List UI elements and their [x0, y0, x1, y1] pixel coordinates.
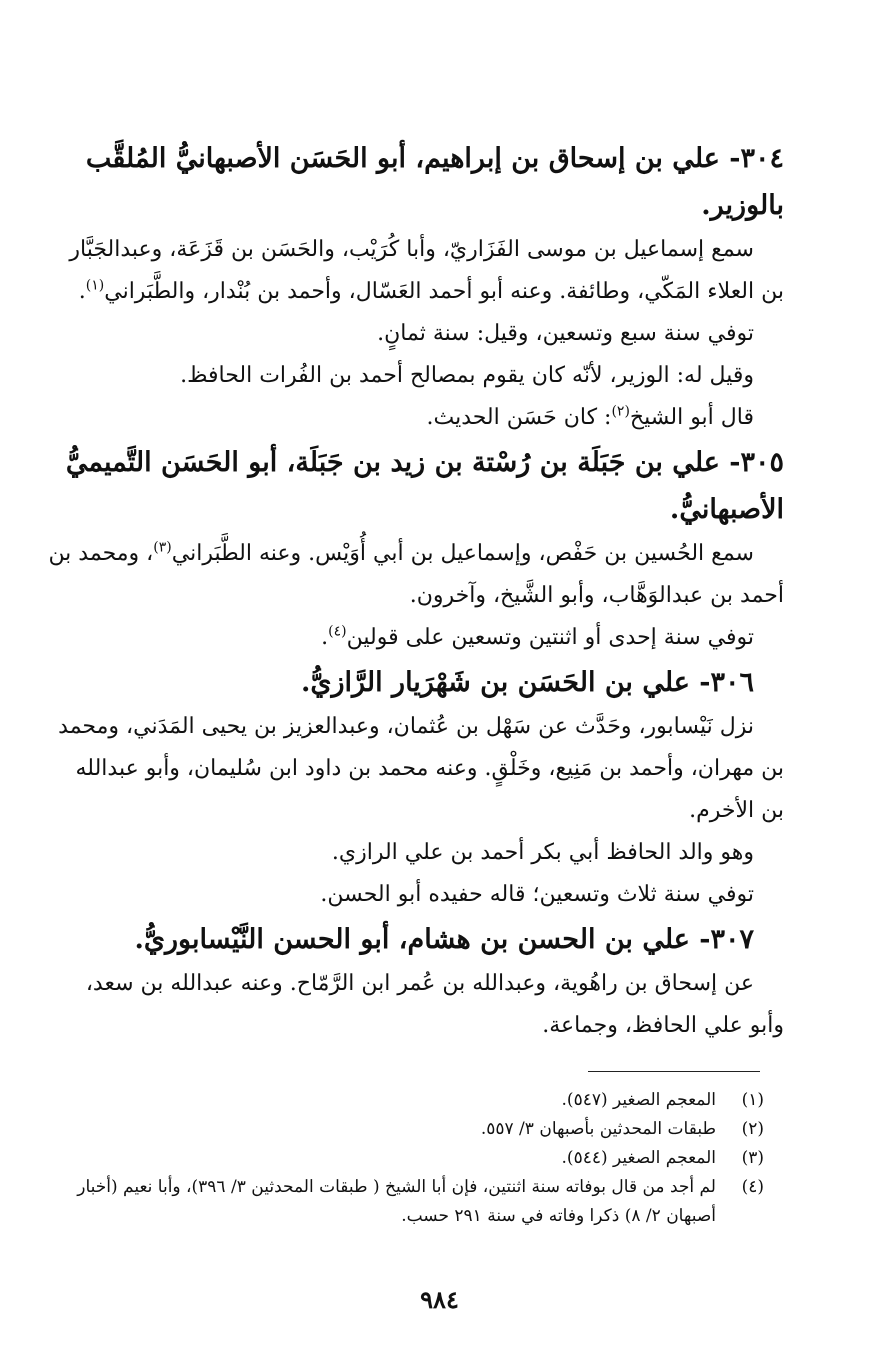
entry-306-paragraph-3: توفي سنة ثلاث وتسعين؛ قاله حفيده أبو الحسن.: [320, 882, 754, 907]
paragraph-text: ، ومحمد بن أحمد بن عبدالوَهَّاب، وأبو الشَّيخ، وآخرون.: [48, 541, 784, 608]
paragraph-text: سمع الحُسين بن حَفْص، وإسماعيل بن أبي أُوَيْس. وعنه الطَّبَراني: [171, 541, 754, 566]
paragraph-text: توفي سنة إحدى أو اثنتين وتسعين على قولين: [346, 625, 754, 650]
footnote-ref-3: (٣): [153, 539, 172, 556]
entry-307-title: ٣٠٧- علي بن الحسن بن هشام، أبو الحسن النَّيْسابوريُّ.: [134, 924, 754, 955]
footnotes: [44, 1086, 764, 1231]
footnote-1: [44, 1086, 764, 1115]
entry-304-paragraph-4: [48, 397, 784, 439]
paragraph-text: .: [321, 625, 329, 650]
entry-304-title: ٣٠٤- علي بن إسحاق بن إبراهيم، أبو الحَسَن الأصبهانيُّ المُلقَّب بالوزير.: [85, 143, 784, 221]
entry-307-paragraph-1: عن إسحاق بن راهُوية، وعبدالله بن عُمر ابن الرَّمّاح. وعنه عبدالله بن سعد، وأبو علي الحافظ، وجماعة.: [85, 971, 784, 1038]
footnote-ref-4: (٤): [328, 623, 347, 640]
entry-304-paragraph-2: توفي سنة سبع وتسعين، وقيل: سنة ثمانٍ.: [377, 321, 754, 346]
entry-305-paragraph-2: [48, 617, 784, 659]
entry-306-title: ٣٠٦- علي بن الحَسَن بن شَهْرَيار الرَّازيُّ.: [300, 667, 754, 698]
paragraph-text: سمع إسماعيل بن موسى الفَزَاريّ، وأبا كُرَيْب، والحَسَن بن قَزَعَة، وعبدالجَبَّار بن العلاء المَكّي، وطائفة. وعنه أبو أحمد العَسّال، وأحمد بن بُنْدار، والطَّبَراني: [69, 237, 784, 304]
entry-306-paragraph-1: نزل نَيْسابور، وحَدَّث عن سَهْل بن عُثمان، وعبدالعزيز بن يحيى المَدَني، ومحمد بن مهران، وأحمد بن مَنِيع، وخَلْقٍ. وعنه محمد بن داود ابن سُليمان، وأبو عبدالله بن الأخرم.: [58, 714, 784, 823]
footnote-number: (٤): [741, 1177, 764, 1197]
footnote-number: (٢): [741, 1119, 764, 1139]
footnote-2: [44, 1115, 764, 1144]
paragraph-text: قال أبو الشيخ: [629, 405, 754, 430]
footnote-ref-1: (١): [85, 277, 105, 294]
footnote-number: (٣): [741, 1148, 764, 1168]
entry-305-title: ٣٠٥- علي بن جَبَلَة بن رُسْتة بن زيد بن جَبَلَة، أبو الحَسَن التَّميميُّ الأصبهانيُّ.: [65, 447, 784, 525]
footnote-4: [44, 1173, 764, 1231]
entry-304-paragraph-1: [48, 229, 784, 313]
footnote-divider: [588, 1071, 760, 1072]
footnote-number: (١): [741, 1090, 764, 1110]
footnote-3: [44, 1144, 764, 1173]
paragraph-text: .: [78, 279, 86, 304]
entry-304-paragraph-3: وقيل له: الوزير، لأنّه كان يقوم بمصالح أحمد بن الفُرات الحافظ.: [180, 363, 754, 388]
footnote-text: طبقات المحدثين بأصبهان ٣/ ٥٥٧.: [480, 1119, 716, 1139]
footnote-text: لم أجد من قال بوفاته سنة اثنتين، فإن أبا الشيخ ( طبقات المحدثين ٣/ ٣٩٦)، وأبا نعيم (أخبار أصبهان ٢/ ٨) ذكرا وفاته في سنة ٢٩١ حسب.: [77, 1177, 716, 1226]
footnote-text: المعجم الصغير (٥٤٤).: [561, 1148, 716, 1168]
entry-305-paragraph-1: [48, 533, 784, 617]
footnote-ref-2: (٢): [611, 403, 630, 420]
paragraph-text: : كان حَسَن الحديث.: [426, 405, 612, 430]
footnote-text: المعجم الصغير (٥٤٧).: [561, 1090, 716, 1110]
page-number: ٩٨٤: [420, 1285, 459, 1314]
entry-306-paragraph-2: وهو والد الحافظ أبي بكر أحمد بن علي الرازي.: [331, 840, 754, 865]
